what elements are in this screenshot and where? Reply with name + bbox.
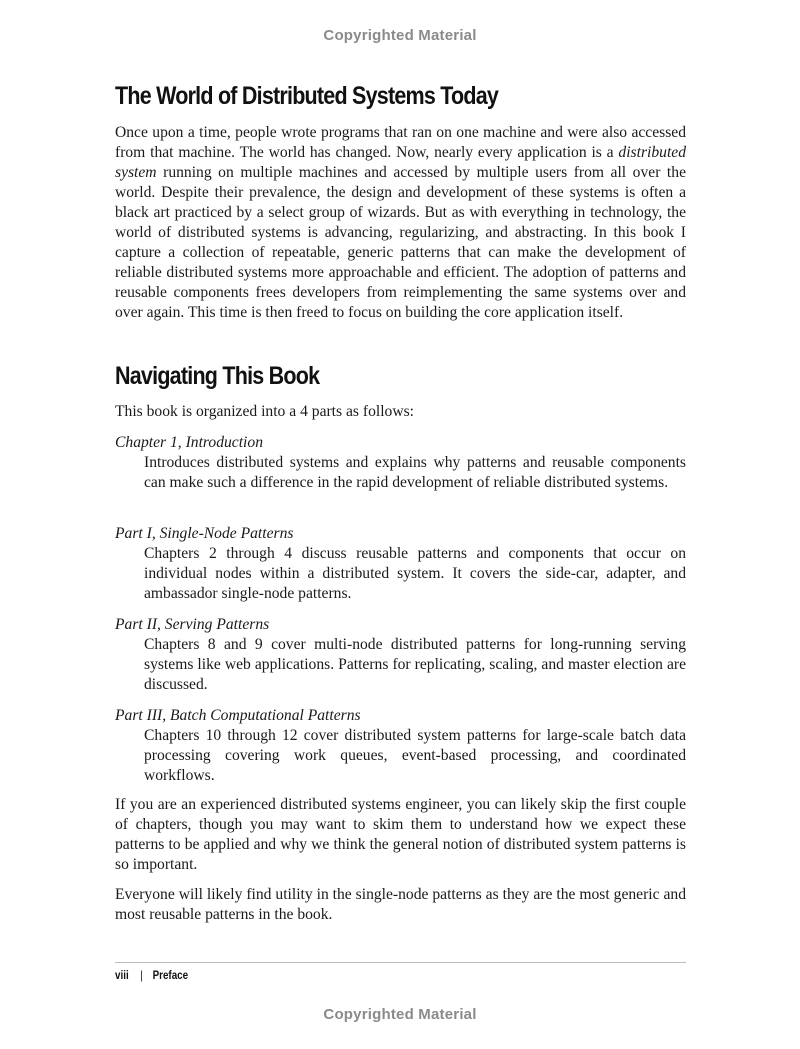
page-number: viii	[115, 968, 129, 982]
copyright-watermark-bottom: Copyrighted Material	[323, 1006, 477, 1023]
definition-description: Chapters 2 through 4 discuss reusable patterns and components that occur on individual nodes within a distributed system. It covers the side-car, adapter, and ambassador single-node patterns.	[144, 545, 686, 602]
definition-chapter-1	[115, 433, 686, 493]
footer-divider	[115, 962, 686, 963]
definition-term: Part II, Serving Patterns	[115, 616, 270, 633]
organization-intro: This book is organized into a 4 parts as follows:	[115, 403, 414, 420]
definition-part-2	[115, 615, 686, 695]
definition-term: Part I, Single-Node Patterns	[115, 525, 294, 542]
intro-paragraph	[115, 123, 686, 323]
definition-description: Chapters 10 through 12 cover distributed system patterns for large-scale batch data processing covering work queues, event-based processing, and coordinated workflows.	[144, 727, 686, 784]
definition-description: Chapters 8 and 9 cover multi-node distributed patterns for long-running serving systems like web applications. Patterns for replicating, scaling, and master election are discussed.	[144, 636, 686, 693]
everyone-paragraph: Everyone will likely find utility in the single-node patterns as they are the most generic and most reusable patterns in the book.	[115, 886, 686, 923]
intro-text-after: running on multiple machines and accessed by multiple users from all over the world. Despite their prevalence, the design and development of these systems is often a black art practiced by a select group of wizards. But as with everything in technology, the world of distributed systems is advancing, regularizing, and abstracting. In this book I capture a collection of repeatable, generic patterns that can make the development of reliable distributed systems more approachable and efficient. The adoption of patterns and reusable components frees developers from reimplementing the same systems over and over again. This time is then freed to focus on building the core application itself.	[115, 164, 686, 321]
copyright-watermark-top: Copyrighted Material	[323, 27, 477, 44]
definition-term: Part III, Batch Computational Patterns	[115, 707, 361, 724]
definition-part-1	[115, 524, 686, 604]
section-heading-world-of-distributed-systems: The World of Distributed Systems Today	[115, 82, 499, 110]
page-footer	[115, 968, 188, 982]
definition-term: Chapter 1, Introduction	[115, 434, 263, 451]
section-heading-navigating-this-book: Navigating This Book	[115, 362, 320, 390]
intro-text-before: Once upon a time, people wrote programs that ran on one machine and were also accessed from that machine. The world has changed. Now, nearly every application is a	[115, 124, 686, 161]
footer-section-name: Preface	[152, 968, 189, 982]
definition-description: Introduces distributed systems and explains why patterns and reusable components can make such a difference in the rapid development of reliable distributed systems.	[144, 454, 686, 491]
intro-emphasis: distributed system	[115, 144, 686, 181]
experienced-engineer-paragraph: If you are an experienced distributed systems engineer, you can likely skip the first couple of chapters, though you may want to skim them to understand how we expect these patterns to be applied and why we think the general notion of distributed system patterns is so important.	[115, 796, 686, 873]
footer-separator: |	[140, 968, 143, 982]
definition-part-3	[115, 706, 686, 786]
